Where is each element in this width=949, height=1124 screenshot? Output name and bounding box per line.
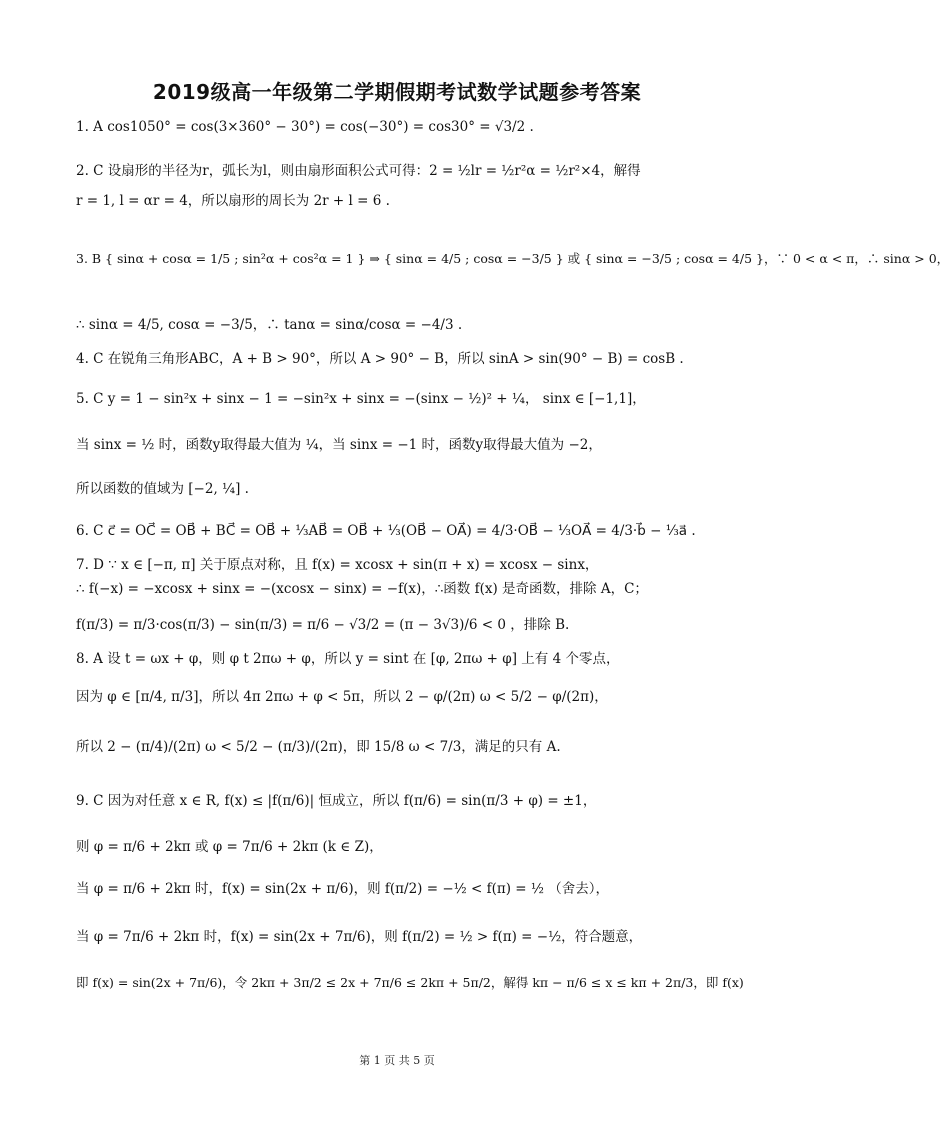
answer-line: 当 φ = 7π/6 + 2kπ 时，f(x) = sin(2x + 7π/6)，则 f(π/2) = ½ > f(π) = −½，符合题意， [76,929,643,945]
answer-line: ∴ sinα = 4/5, cosα = −3/5，∴ tanα = sinα/cosα = −4/3 . [76,317,463,333]
page-footer: 第 1 页 共 5 页 [359,1054,435,1067]
page-title: 2019级高一年级第二学期假期考试数学试题参考答案 [152,80,642,104]
answer-line: 4. C 在锐角三角形ABC，A + B > 90°，所以 A > 90° − B，所以 sinA > sin(90° − B) = cosB . [76,351,684,367]
answer-line: 即 f(x) = sin(2x + 7π/6)，令 2kπ + 3π/2 ≤ 2x + 7π/6 ≤ 2kπ + 5π/2，解得 kπ − π/6 ≤ x ≤ kπ + 2π/3，即 f(x) [76,975,744,990]
answer-line: 5. C y = 1 − sin²x + sinx − 1 = −sin²x + sinx = −(sinx − ½)² + ¼， sinx ∈ [−1,1]， [76,391,646,407]
answer-line: r = 1, l = αr = 4，所以扇形的周长为 2r + l = 6 . [76,193,390,209]
answer-line: 8. A 设 t = ωx + φ，则 φ t 2πω + φ，所以 y = sint 在 [φ, 2πω + φ] 上有 4 个零点， [76,651,620,667]
answer-line: 因为 φ ∈ [π/4, π/3]，所以 4π 2πω + φ < 5π，所以 2 − φ/(2π) ω < 5/2 − φ/(2π)， [76,689,608,705]
answer-line: 当 sinx = ½ 时，函数y取得最大值为 ¼，当 sinx = −1 时，函数y取得最大值为 −2， [76,437,602,453]
answer-line: 3. B { sinα + cosα = 1/5 ; sin²α + cos²α = 1 } ⇒ { sinα = 4/5 ; cosα = −3/5 } 或 { sinα = −3/5 ; cosα = 4/5 }，∵ 0 < α < π，∴ sinα > 0， [76,251,949,266]
answer-line: 1. A cos1050° = cos(3×360° − 30°) = cos(−30°) = cos30° = √3/2 . [76,119,534,135]
answer-line: 6. C c⃗ = OC⃗ = OB⃗ + BC⃗ = OB⃗ + ⅓AB⃗ = OB⃗ + ⅓(OB⃗ − OA⃗) = 4/3·OB⃗ − ⅓OA⃗ = 4/3·b⃗ − ⅓a⃗ . [76,523,696,539]
answer-line: 所以函数的值域为 [−2, ¼] . [76,481,249,497]
answer-line: 7. D ∵ x ∈ [−π, π] 关于原点对称，且 f(x) = xcosx + sin(π + x) = xcosx − sinx， [76,557,599,573]
answer-line: ∴ f(−x) = −xcosx + sinx = −(xcosx − sinx) = −f(x)，∴函数 f(x) 是奇函数，排除 A，C； [76,581,648,597]
answer-line: 9. C 因为对任意 x ∈ R, f(x) ≤ |f(π/6)| 恒成立，所以 f(π/6) = sin(π/3 + φ) = ±1， [76,793,597,809]
answer-line: 2. C 设扇形的半径为r，弧长为l，则由扇形面积公式可得：2 = ½lr = ½r²α = ½r²×4，解得 [76,163,641,179]
answer-line: 当 φ = π/6 + 2kπ 时，f(x) = sin(2x + π/6)，则 f(π/2) = −½ < f(π) = ½ （舍去）， [76,881,610,897]
answer-line: 所以 2 − (π/4)/(2π) ω < 5/2 − (π/3)/(2π)，即 15/8 ω < 7/3，满足的只有 A. [76,739,561,755]
answer-line: f(π/3) = π/3·cos(π/3) − sin(π/3) = π/6 − √3/2 = (π − 3√3)/6 < 0 ，排除 B. [76,617,570,633]
answer-line: 则 φ = π/6 + 2kπ 或 φ = 7π/6 + 2kπ (k ∈ Z)， [76,839,383,855]
